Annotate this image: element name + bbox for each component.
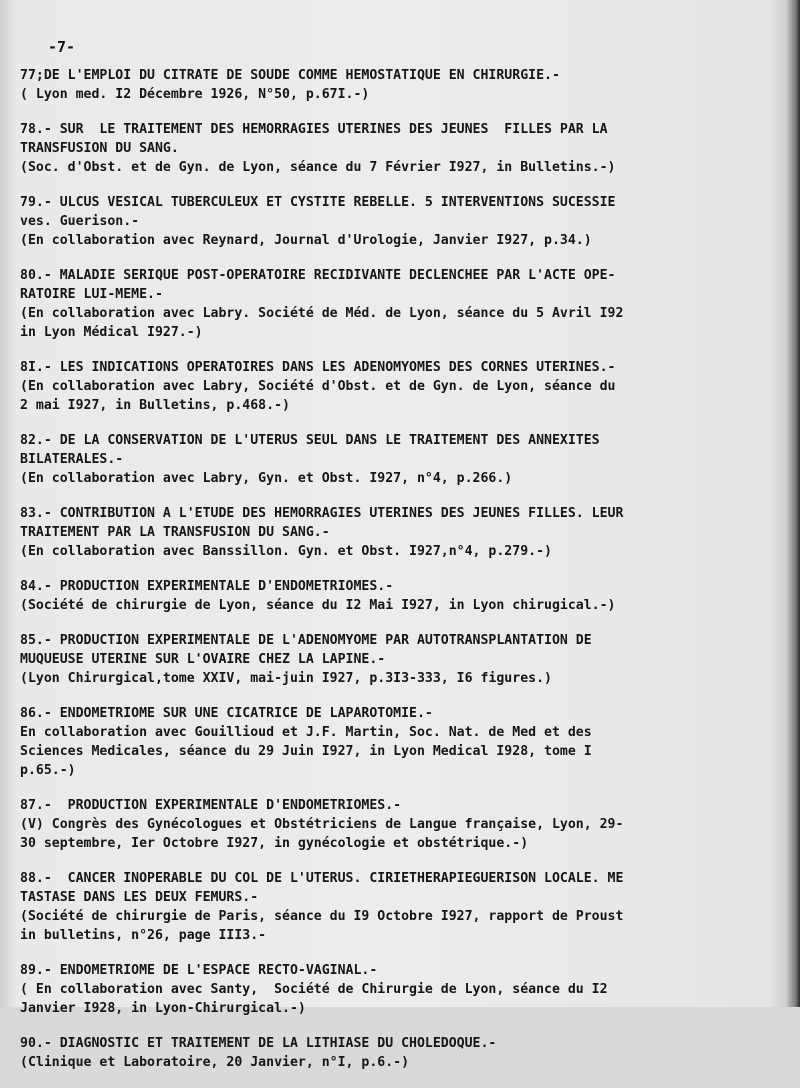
- entry-text-line: BILATERALES.-: [20, 452, 124, 467]
- entry-title-line: 83.- CONTRIBUTION A L'ETUDE DES HEMORRAGIES UTERINES DES JEUNES FILLES. LEUR: [20, 506, 624, 521]
- bibliography-entry: [20, 577, 780, 615]
- entry-text-line: in Lyon Médical I927.-): [20, 325, 203, 340]
- entry-text-line: (En collaboration avec Labry, Société d'Obst. et de Gyn. de Lyon, séance du: [20, 379, 616, 394]
- page-number: -7-: [48, 38, 76, 56]
- bibliography-entry: [20, 120, 780, 177]
- entry-text-line: 2 mai I927, in Bulletins, p.468.-): [20, 398, 290, 413]
- entry-text-line: (Société de chirurgie de Paris, séance du I9 Octobre I927, rapport de Proust: [20, 909, 624, 924]
- bibliography-entry: [20, 193, 780, 250]
- entry-text-line: Sciences Medicales, séance du 29 Juin I927, in Lyon Medical I928, tome I: [20, 744, 592, 759]
- entry-text-line: ves. Guerison.-: [20, 214, 140, 229]
- bibliography-entry: [20, 796, 780, 853]
- entry-text-line: in bulletins, n°26, page III3.-: [20, 928, 267, 943]
- entry-title-line: 86.- ENDOMETRIOME SUR UNE CICATRICE DE LAPAROTOMIE.-: [20, 706, 433, 721]
- entry-text-line: En collaboration avec Gouillioud et J.F. Martin, Soc. Nat. de Med et des: [20, 725, 592, 740]
- entry-title-line: 84.- PRODUCTION EXPERIMENTALE D'ENDOMETRIOMES.-: [20, 579, 394, 594]
- entry-text-line: (V) Congrès des Gynécologues et Obstétriciens de Langue française, Lyon, 29-: [20, 817, 624, 832]
- entry-title-line: 87.- PRODUCTION EXPERIMENTALE D'ENDOMETRIOMES.-: [20, 798, 402, 813]
- bibliography-entry: [20, 358, 780, 415]
- bibliography-entry: [20, 869, 780, 945]
- bibliography-entry: [20, 704, 780, 780]
- entry-text-line: (En collaboration avec Labry. Société de Méd. de Lyon, séance du 5 Avril I92: [20, 306, 624, 321]
- bibliography-entry: [20, 266, 780, 342]
- entry-text-line: p.65.-): [20, 763, 76, 778]
- entry-title-line: 80.- MALADIE SERIQUE POST-OPERATOIRE RECIDIVANTE DECLENCHEE PAR L'ACTE OPE-: [20, 268, 616, 283]
- entry-text-line: MUQUEUSE UTERINE SUR L'OVAIRE CHEZ LA LAPINE.-: [20, 652, 386, 667]
- entry-title-line: 85.- PRODUCTION EXPERIMENTALE DE L'ADENOMYOME PAR AUTOTRANSPLANTATION DE: [20, 633, 592, 648]
- bibliography-entry: [20, 66, 780, 104]
- entry-text-line: TRAITEMENT PAR LA TRANSFUSION DU SANG.-: [20, 525, 330, 540]
- entry-text-line: (Société de chirurgie de Lyon, séance du I2 Mai I927, in Lyon chirugical.-): [20, 598, 616, 613]
- entry-title-line: 82.- DE LA CONSERVATION DE L'UTERUS SEUL DANS LE TRAITEMENT DES ANNEXITES: [20, 433, 600, 448]
- bibliography-entry: [20, 1034, 780, 1072]
- entry-title-line: 79.- ULCUS VESICAL TUBERCULEUX ET CYSTITE REBELLE. 5 INTERVENTIONS SUCESSIE: [20, 195, 616, 210]
- entry-text-line: (En collaboration avec Labry, Gyn. et Obst. I927, n°4, p.266.): [20, 471, 513, 486]
- entry-title-line: 77;DE L'EMPLOI DU CITRATE DE SOUDE COMME HEMOSTATIQUE EN CHIRURGIE.-: [20, 68, 560, 83]
- entry-title-line: 88.- CANCER INOPERABLE DU COL DE L'UTERUS. CIRIETHERAPIEGUERISON LOCALE. ME: [20, 871, 624, 886]
- entry-title-line: 90.- DIAGNOSTIC ET TRAITEMENT DE LA LITHIASE DU CHOLEDOQUE.-: [20, 1036, 497, 1051]
- bibliography-entry: [20, 504, 780, 561]
- entry-text-line: (Lyon Chirurgical,tome XXIV, mai-juin I927, p.3I3-333, I6 figures.): [20, 671, 552, 686]
- bibliography-entry: [20, 961, 780, 1018]
- entry-text-line: TRANSFUSION DU SANG.: [20, 141, 179, 156]
- entry-title-line: 89.- ENDOMETRIOME DE L'ESPACE RECTO-VAGINAL.-: [20, 963, 378, 978]
- page-shadow-edge: [786, 0, 800, 1007]
- entry-text-line: ( En collaboration avec Santy, Société de Chirurgie de Lyon, séance du I2: [20, 982, 608, 997]
- bibliography-entry: [20, 631, 780, 688]
- entry-title-line: 8I.- LES INDICATIONS OPERATOIRES DANS LES ADENOMYOMES DES CORNES UTERINES.-: [20, 360, 616, 375]
- entry-text-line: ( Lyon med. I2 Décembre 1926, N°50, p.67I.-): [20, 87, 370, 102]
- bibliography-entry: [20, 431, 780, 488]
- entry-text-line: Janvier I928, in Lyon-Chirurgical.-): [20, 1001, 306, 1016]
- entry-text-line: (En collaboration avec Reynard, Journal d'Urologie, Janvier I927, p.34.): [20, 233, 592, 248]
- entry-text-line: (Clinique et Laboratoire, 20 Janvier, n°I, p.6.-): [20, 1055, 410, 1070]
- entry-text-line: (Soc. d'Obst. et de Gyn. de Lyon, séance du 7 Février I927, in Bulletins.-): [20, 160, 616, 175]
- entry-title-line: 78.- SUR LE TRAITEMENT DES HEMORRAGIES UTERINES DES JEUNES FILLES PAR LA: [20, 122, 608, 137]
- bibliography-list: [20, 66, 780, 1088]
- entry-text-line: 30 septembre, Ier Octobre I927, in gynécologie et obstétrique.-): [20, 836, 529, 851]
- entry-text-line: (En collaboration avec Banssillon. Gyn. et Obst. I927,n°4, p.279.-): [20, 544, 552, 559]
- entry-text-line: TASTASE DANS LES DEUX FEMURS.-: [20, 890, 259, 905]
- entry-text-line: RATOIRE LUI-MEME.-: [20, 287, 163, 302]
